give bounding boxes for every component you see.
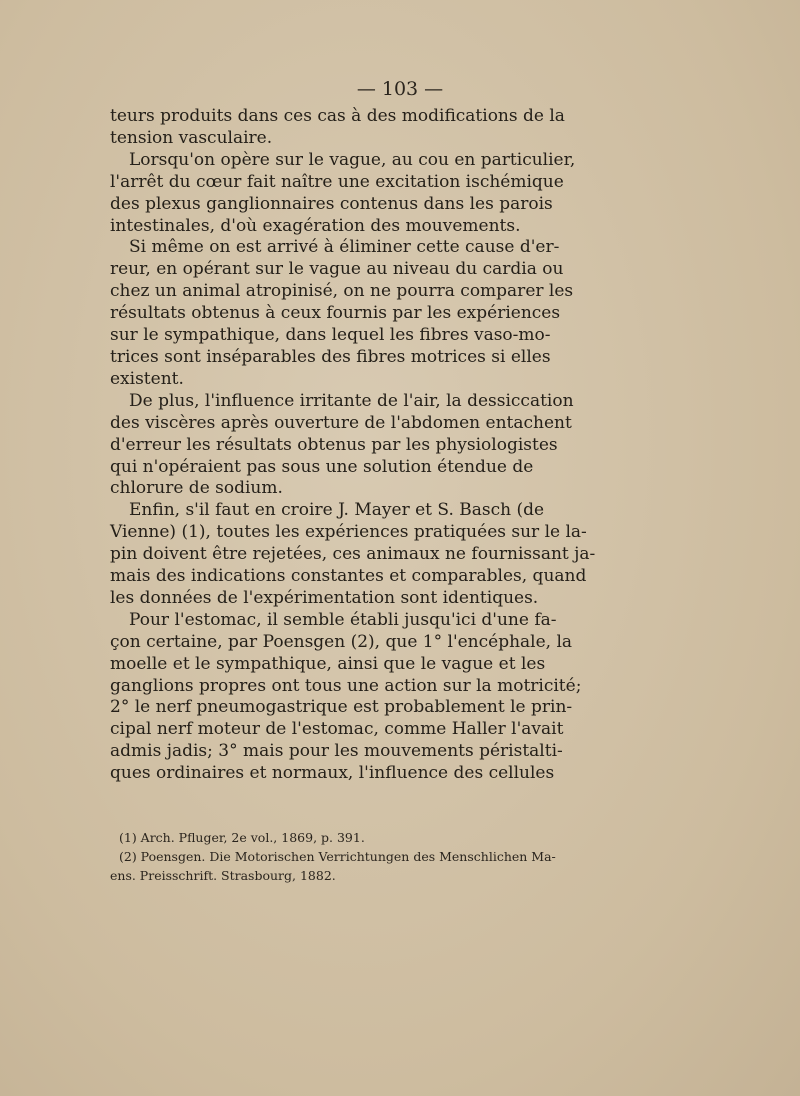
text-line: De plus, l'influence irritante de l'air, la dessiccation [129, 390, 574, 411]
text-line: Enfin, s'il faut en croire J. Mayer et S. Basch (de [129, 500, 545, 521]
text-line: intestinales, d'où exagération des mouvements. [110, 215, 521, 236]
text-line: qui n'opéraient pas sous une solution étendue de [110, 456, 534, 477]
footnote-line: ens. Preisschrift. Strasbourg, 1882. [110, 868, 336, 883]
text-line: tension vasculaire. [110, 127, 273, 148]
text-line: l'arrêt du cœur fait naître une excitation ischémique [110, 171, 564, 192]
text-line: les données de l'expérimentation sont identiques. [110, 587, 539, 608]
body-text [110, 106, 596, 785]
text-line: Lorsqu'on opère sur le vague, au cou en particulier, [129, 149, 576, 170]
text-line: existent. [110, 368, 184, 389]
page-number: — 103 — [356, 78, 444, 100]
text-line: 2° le nerf pneumogastrique est probablement le prin- [110, 697, 573, 718]
text-line: d'erreur les résultats obtenus par les physiologistes [110, 434, 558, 455]
footnote-line: (1) Arch. Pfluger, 2e vol., 1869, p. 391. [119, 830, 365, 845]
text-line: Pour l'estomac, il semble établi jusqu'ici d'une fa- [129, 609, 557, 630]
text-line: Si même on est arrivé à éliminer cette cause d'er- [129, 237, 560, 258]
text-line: admis jadis; 3° mais pour les mouvements péristalti- [110, 741, 563, 762]
text-line: trices sont inséparables des fibres motrices si elles [110, 346, 551, 367]
footnotes [110, 828, 556, 885]
text-line: cipal nerf moteur de l'estomac, comme Haller l'avait [110, 719, 564, 740]
footnote-line: (2) Poensgen. Die Motorischen Verrichtungen des Menschlichen Ma- [119, 849, 556, 864]
text-line: ques ordinaires et normaux, l'influence des cellules [110, 763, 555, 784]
text-line: pin doivent être rejetées, ces animaux ne fournissant ja- [110, 544, 596, 565]
text-line: moelle et le sympathique, ainsi que le vague et les [110, 653, 546, 674]
text-line: des plexus ganglionnaires contenus dans les parois [110, 193, 553, 214]
text-line: des viscères après ouverture de l'abdomen entachent [110, 412, 572, 433]
text-line: chez un animal atropinisé, on ne pourra comparer les [110, 281, 574, 302]
text-line: résultats obtenus à ceux fournis par les expériences [110, 303, 561, 324]
text-line: sur le sympathique, dans lequel les fibres vaso-mo- [110, 325, 551, 346]
text-line: chlorure de sodium. [110, 478, 283, 499]
text-line: çon certaine, par Poensgen (2), que 1° l'encéphale, la [110, 631, 573, 652]
text-line: mais des indications constantes et comparables, quand [110, 566, 587, 587]
text-line: ganglions propres ont tous une action sur la motricité; [110, 675, 582, 696]
text-line: reur, en opérant sur le vague au niveau du cardia ou [110, 259, 564, 280]
text-line: Vienne) (1), toutes les expériences pratiquées sur le la- [110, 522, 587, 543]
text-line: teurs produits dans ces cas à des modifications de la [110, 106, 565, 126]
